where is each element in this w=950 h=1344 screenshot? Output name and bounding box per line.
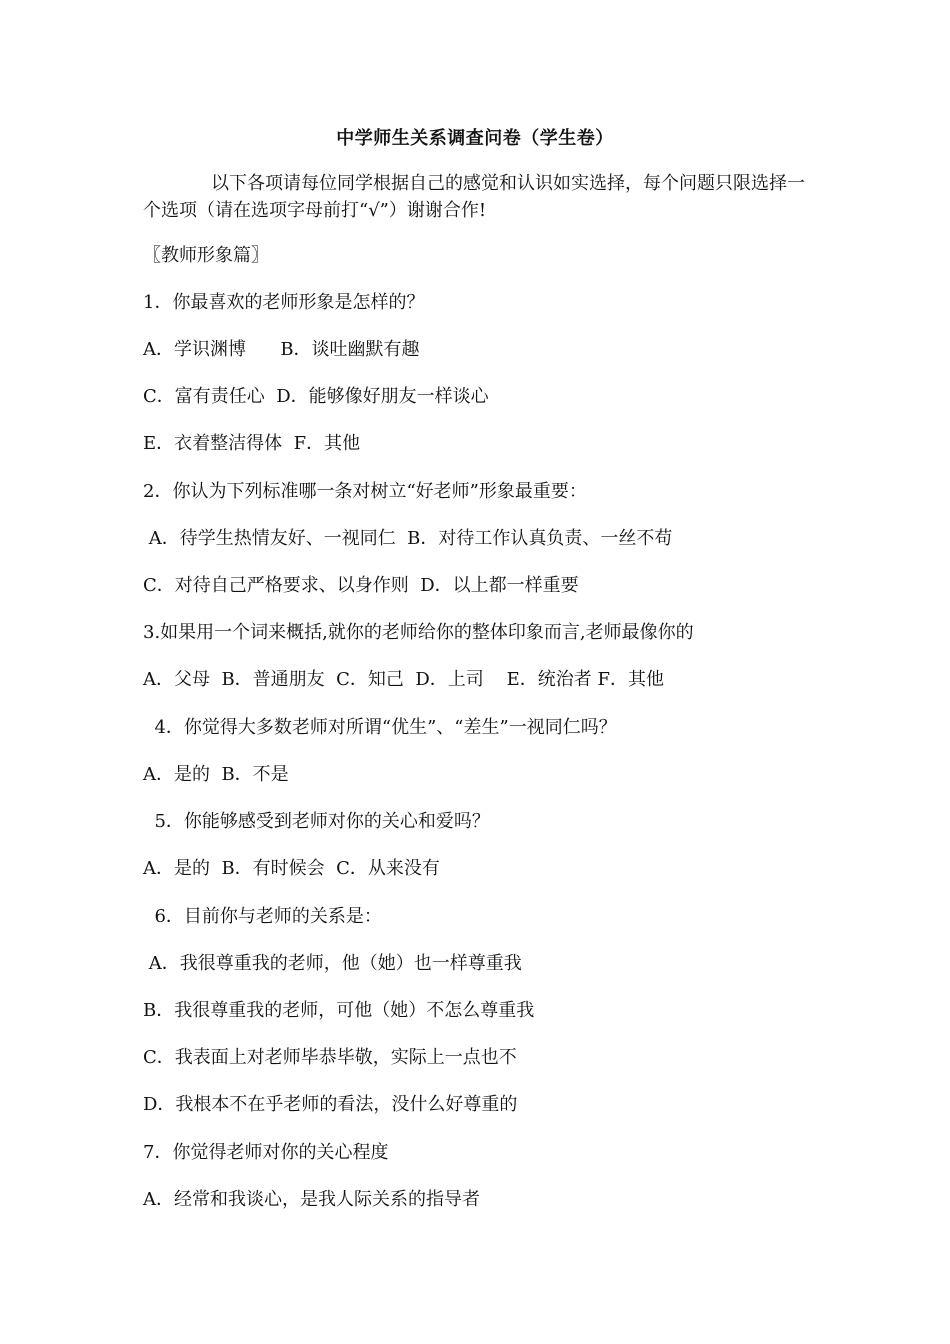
- question-3-options: A．父母 B．普通朋友 C．知己 D．上司 E．统治者 F．其他: [143, 669, 664, 690]
- question-6: 6．目前你与老师的关系是：: [143, 906, 382, 927]
- question-7: 7．你觉得老师对你的关心程度: [143, 1142, 389, 1163]
- question-2-options-cd: C．对待自己严格要求、以身作则 D．以上都一样重要: [143, 575, 579, 596]
- question-4-options: A．是的 B．不是: [143, 764, 289, 785]
- question-3: 3.如果用一个词来概括,就你的老师给你的整体印象而言,老师最像你的: [143, 622, 694, 643]
- question-4: 4．你觉得大多数老师对所谓“优生”、“差生”一视同仁吗？: [143, 717, 617, 738]
- question-1: 1．你最喜欢的老师形象是怎样的？: [143, 292, 425, 313]
- question-6-option-b: B．我很尊重我的老师，可他（她）不怎么尊重我: [143, 1000, 535, 1021]
- question-2-options-ab: A．待学生热情友好、一视同仁 B．对待工作认真负责、一丝不苟: [143, 528, 673, 549]
- question-5-options: A．是的 B．有时候会 C．从来没有: [143, 858, 440, 879]
- question-6-option-c: C．我表面上对老师毕恭毕敬，实际上一点也不: [143, 1047, 517, 1068]
- section-heading: 〖教师形象篇〗: [143, 245, 269, 266]
- question-6-option-a: A．我很尊重我的老师，他（她）也一样尊重我: [143, 953, 522, 974]
- question-1-options-cd: C．富有责任心 D．能够像好朋友一样谈心: [143, 386, 489, 407]
- question-7-option-a: A．经常和我谈心，是我人际关系的指导者: [143, 1189, 480, 1210]
- question-5: 5．你能够感受到老师对你的关心和爱吗？: [143, 811, 490, 832]
- question-1-options-ef: E．衣着整洁得体 F．其他: [143, 433, 361, 454]
- document-title: 中学师生关系调查问卷（学生卷）: [336, 128, 614, 149]
- intro-paragraph: 以下各项请每位同学根据自己的感觉和认识如实选择，每个问题只限选择一个选项（请在选项字母前打“√”）谢谢合作!: [143, 173, 805, 221]
- question-1-options-ab: A．学识渊博 B．谈吐幽默有趣: [143, 339, 420, 360]
- question-2: 2．你认为下列标准哪一条对树立“好老师”形象最重要：: [143, 481, 587, 502]
- question-6-option-d: D．我根本不在乎老师的看法，没什么好尊重的: [143, 1094, 518, 1115]
